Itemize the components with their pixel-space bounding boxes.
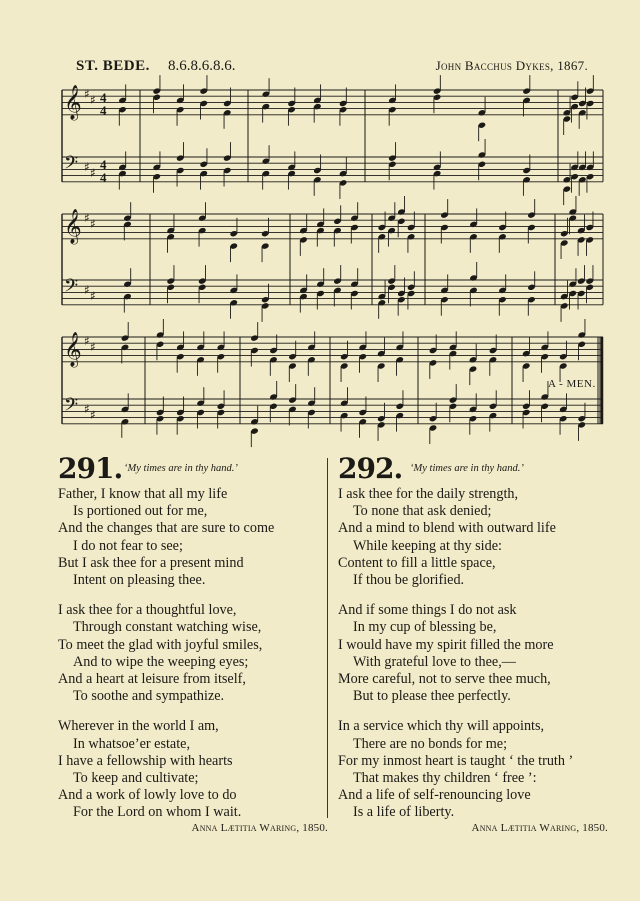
stanza (58, 718, 328, 821)
author-credit: Anna Lætitia Waring, 1850. (471, 821, 608, 834)
sharp-icon: ♯ (84, 334, 90, 348)
verse-line: I would have my spirit filled the more (338, 636, 554, 653)
hymn-291 (58, 452, 328, 834)
stanza (338, 718, 608, 821)
verse-line: I ask thee for a thoughtful love, (58, 602, 237, 619)
verse-line: And if some things I do not ask (338, 602, 517, 619)
hymn-number: 292. (338, 452, 403, 485)
verse-line: More careful, not to serve thee much, (338, 671, 551, 688)
verse-line: I have a fellowship with hearts (58, 752, 233, 769)
verse-line: For the Lord on whom I wait. (73, 804, 242, 821)
verse-line: Wherever in the world I am, (58, 718, 219, 735)
verse-line: With grateful love to thee,— (353, 653, 516, 670)
hymn-number: 291. (58, 452, 123, 485)
scripture-text: ‘My times are in thy hand.’ (124, 463, 238, 474)
verse-line: I ask thee for the daily strength, (338, 486, 519, 502)
verse-line: I do not fear to see; (73, 537, 183, 554)
bass-clef-icon: 𝄢 (64, 395, 79, 420)
verse-line: In whatsoe’er estate, (73, 735, 190, 752)
verse-line: To none that ask denied; (353, 503, 492, 520)
verse-line: Is a life of liberty. (353, 804, 455, 821)
sharp-icon: ♯ (84, 211, 90, 225)
treble-clef-icon: 𝄞 (64, 209, 82, 244)
bass-clef-icon: 𝄢 (64, 153, 79, 178)
sharp-icon: ♯ (90, 217, 96, 231)
stanzas (58, 486, 328, 822)
verse-line: And a mind to blend with outward life (338, 520, 556, 537)
sharp-icon: ♯ (84, 402, 90, 416)
music-score (0, 0, 640, 450)
verse-line: There are no bonds for me; (353, 735, 508, 752)
stanza (58, 602, 328, 705)
bass-clef-icon: 𝄢 (64, 276, 79, 301)
time-signature: 4 (100, 170, 107, 185)
author-credit: Anna Lætitia Waring, 1850. (191, 821, 328, 834)
sharp-icon: ♯ (90, 93, 96, 107)
tune-meter: 8.6.8.6.8.6. (168, 58, 236, 74)
sharp-icon: ♯ (90, 166, 96, 180)
sharp-icon: ♯ (90, 340, 96, 354)
stanza (58, 486, 328, 589)
time-signature: 4 (100, 90, 107, 105)
verse-line: Content to fill a little space, (338, 554, 496, 571)
verse-line: Through constant watching wise, (73, 619, 262, 636)
verse-line: To meet the glad with joyful smiles, (58, 636, 263, 653)
sharp-icon: ♯ (90, 289, 96, 303)
verse-line: Intent on pleasing thee. (73, 572, 206, 589)
verse-line: But to please thee perfectly. (353, 688, 511, 705)
time-signature: 4 (100, 103, 107, 118)
verse-line: While keeping at thy side: (353, 537, 502, 554)
verse-line: To keep and cultivate; (73, 770, 199, 787)
stanza (338, 486, 608, 589)
stanza (338, 602, 608, 705)
verse-line: That makes thy children ‘ free ’: (353, 770, 537, 787)
stanzas (338, 486, 608, 822)
verse-line: Father, I know that all my life (58, 486, 228, 502)
hymn-292 (338, 452, 608, 834)
verse-line: And a life of self-renouncing love (338, 787, 531, 804)
verse-line: For my inmost heart is taught ‘ the truth ’ (338, 752, 574, 769)
sharp-icon: ♯ (84, 87, 90, 101)
scripture-text: ‘My times are in thy hand.’ (410, 463, 524, 474)
composer-credit: John Bacchus Dykes, 1867. (435, 58, 588, 73)
sharp-icon: ♯ (84, 283, 90, 297)
verse-line: In my cup of blessing be, (353, 619, 497, 636)
time-signature: 4 (100, 157, 107, 172)
verse-line: In a service which thy will appoints, (338, 718, 545, 735)
verse-line: To soothe and sympathize. (73, 688, 225, 705)
verse-line: If thou be glorified. (353, 572, 465, 589)
verse-line: But I ask thee for a present mind (58, 554, 244, 571)
verse-line: And the changes that are sure to come (58, 520, 275, 537)
sharp-icon: ♯ (90, 408, 96, 422)
verse-line: And a heart at leisure from itself, (58, 671, 246, 688)
amen-label: A - MEN. (548, 378, 596, 390)
verse-line: And to wipe the weeping eyes; (73, 653, 249, 670)
sharp-icon: ♯ (84, 160, 90, 174)
treble-clef-icon: 𝄞 (64, 85, 82, 120)
verse-line: Is portioned out for me, (73, 503, 208, 520)
tune-name: ST. BEDE. (76, 58, 150, 74)
verse-line: And a work of lowly love to do (58, 787, 237, 804)
treble-clef-icon: 𝄞 (64, 332, 82, 367)
